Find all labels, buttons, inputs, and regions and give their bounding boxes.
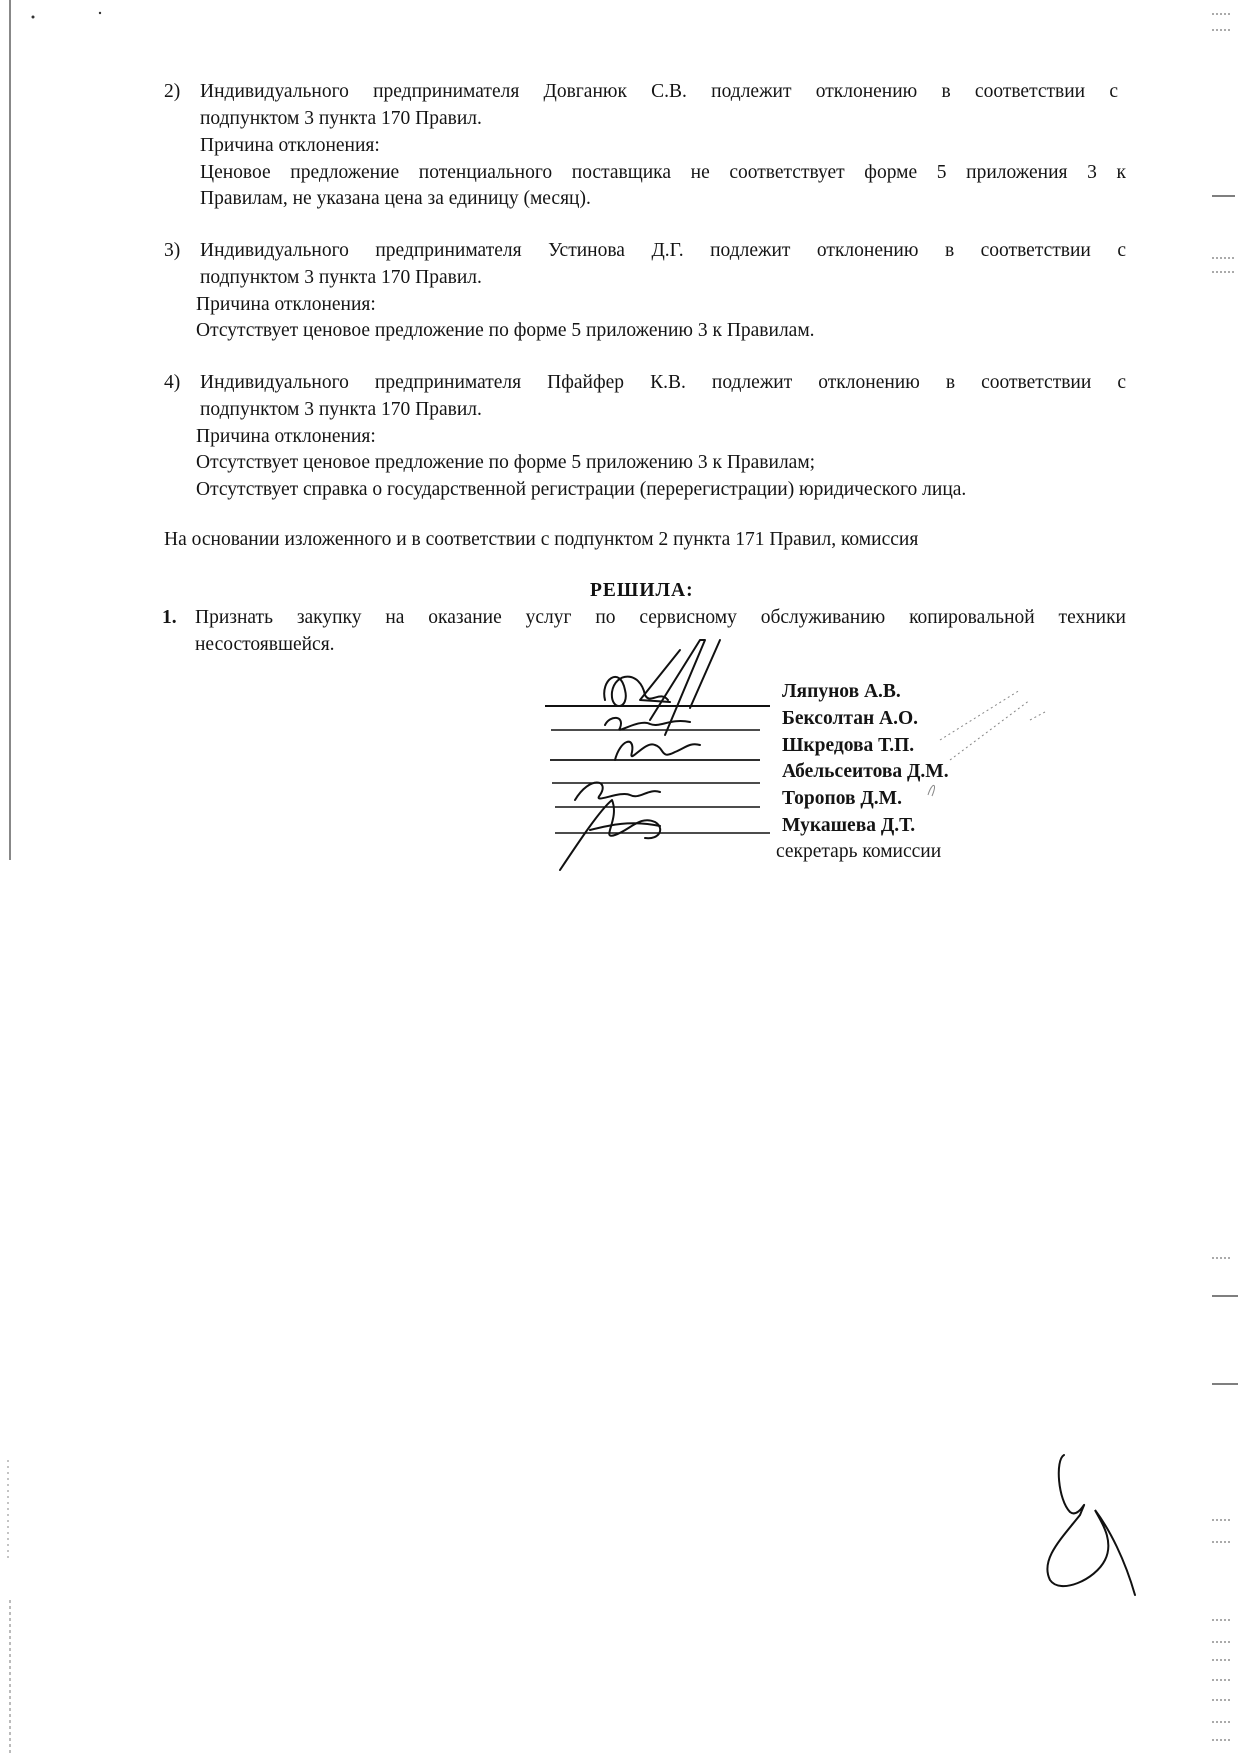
reason-text-line: Отсутствует ценовое предложение по форме 5 приложению 3 к Правилам. (196, 320, 815, 341)
reason-text-line: Правилам, не указана цена за единицу (месяц). (200, 188, 591, 209)
signatory-name: Торопов Д.М. (782, 788, 902, 809)
decision-text-line: Признать закупку на оказание услуг по сервисному обслуживанию копировальной техники (195, 607, 1126, 628)
item-text-line: Индивидуального предпринимателя Пфайфер К.В. подлежит отклонению в соответствии с (200, 372, 1126, 393)
reason-label: Причина отклонения: (196, 294, 376, 315)
signatory-name: Ляпунов А.В. (782, 681, 901, 702)
reason-text-line: Ценовое предложение потенциального поставщика не соответствует форме 5 приложения 3 к (200, 162, 1126, 183)
reason-label: Причина отклонения: (196, 426, 376, 447)
item-number: 4) (164, 372, 181, 393)
signatory-name: Абельсеитова Д.М. (782, 761, 949, 782)
signatory-name: Шкредова Т.П. (782, 735, 915, 756)
reason-text-line: Отсутствует справка о государственной регистрации (перерегистрации) юридического лица. (196, 479, 967, 500)
decision-number: 1. (162, 607, 177, 628)
decision-text-line: несостоявшейся. (195, 634, 335, 655)
signatory-name: Бексолтан А.О. (782, 708, 919, 729)
secretary-role: секретарь комиссии (776, 841, 942, 862)
reason-label: Причина отклонения: (200, 135, 380, 156)
item-text-line: Индивидуального предпринимателя Устинова Д.Г. подлежит отклонению в соответствии с (200, 240, 1126, 261)
item-number: 2) (164, 81, 181, 102)
item-text-line: подпунктом 3 пункта 170 Правил. (200, 267, 482, 288)
item-text-line: Индивидуального предпринимателя Довганюк С.В. подлежит отклонению в соответствии с (200, 81, 1118, 102)
item-text-line: подпунктом 3 пункта 170 Правил. (200, 399, 482, 420)
item-text-line: подпунктом 3 пункта 170 Правил. (200, 108, 482, 129)
decision-heading: РЕШИЛА: (590, 580, 694, 601)
item-number: 3) (164, 240, 181, 261)
signatory-name: Мукашева Д.Т. (782, 815, 916, 836)
basis-text: На основании изложенного и в соответствии с подпунктом 2 пункта 171 Правил, комиссия (164, 529, 919, 550)
reason-text-line: Отсутствует ценовое предложение по форме 5 приложению 3 к Правилам; (196, 452, 816, 473)
